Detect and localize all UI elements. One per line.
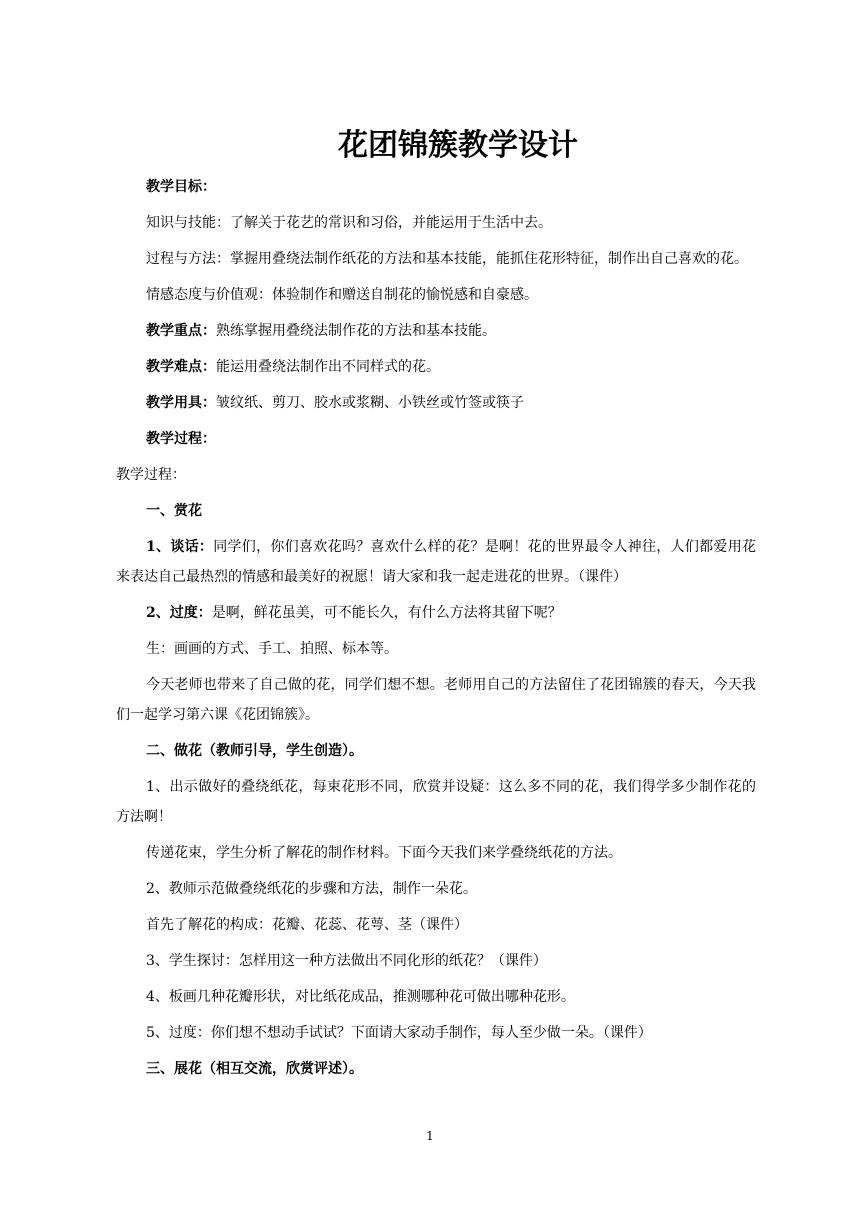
paragraph-text: 情感态度与价值观：体验制作和赠送自制花的愉悦感和自豪感。 (146, 287, 538, 303)
paragraph (116, 352, 756, 382)
paragraph (116, 910, 756, 940)
page-number: 1 (426, 1129, 434, 1143)
paragraph (116, 670, 756, 730)
paragraph-text: 传递花束，学生分析了解花的制作材料。下面今天我们来学叠绕纸花的方法。 (146, 845, 622, 861)
paragraph-text: 是啊，鲜花虽美，可不能长久，有什么方法将其留下呢？ (211, 605, 562, 621)
paragraph-text: 过程与方法：掌握用叠绕法制作纸花的方法和基本技能，能抓住花形特征，制作出自己喜欢的花。 (146, 251, 748, 267)
paragraph-text: 3、学生探讨：怎样用这一种方法做出不同化形的纸花？（课件） (146, 953, 547, 969)
paragraph (116, 634, 756, 664)
paragraph-text: 2、教师示范做叠绕纸花的步骤和方法，制作一朵花。 (146, 881, 477, 897)
paragraph (116, 316, 756, 346)
paragraph (116, 532, 756, 592)
paragraph-label: 教学过程： (146, 431, 216, 447)
paragraph (116, 946, 756, 976)
paragraph-text: 能运用叠绕法制作出不同样式的花。 (216, 359, 440, 375)
paragraph (116, 1054, 756, 1084)
paragraph (116, 1018, 756, 1048)
paragraph (116, 208, 756, 238)
paragraph (116, 460, 756, 490)
paragraph (116, 244, 756, 274)
paragraph-label: 1、谈话： (146, 539, 214, 555)
paragraph-text: 今天老师也带来了自己做的花，同学们想不想。老师用自己的方法留住了花团锦簇的春天，今天我们一起学习第六课《花团锦簇》。 (116, 677, 756, 723)
paragraph-label: 2、过度： (146, 605, 212, 621)
paragraph-text: 知识与技能：了解关于花艺的常识和习俗，并能运用于生活中去。 (146, 215, 552, 231)
document-body (116, 172, 756, 1090)
paragraph-text: 5、过度：你们想不想动手试试？下面请大家动手制作，每人至少做一朵。（课件） (146, 1025, 652, 1041)
paragraph-label: 二、做花（教师引导，学生创造）。 (146, 743, 363, 759)
paragraph (116, 424, 756, 454)
paragraph-text: 生：画画的方式、手工、拍照、标本等。 (146, 641, 398, 657)
paragraph (116, 736, 756, 766)
paragraph-text: 4、板画几种花瓣形状，对比纸花成品，推测哪种花可做出哪种花形。 (146, 989, 575, 1005)
paragraph-label: 教学目标： (146, 179, 216, 195)
paragraph (116, 388, 756, 418)
paragraph-text: 熟练掌握用叠绕法制作花的方法和基本技能。 (216, 323, 496, 339)
document-title: 花团锦簇教学设计 (338, 128, 578, 163)
paragraph-text: 1、出示做好的叠绕纸花，每束花形不同，欣赏并设疑：这么多不同的花，我们得学多少制作花的方法啊！ (116, 779, 756, 825)
paragraph (116, 280, 756, 310)
paragraph-label: 教学用具： (146, 395, 216, 411)
paragraph-label: 教学难点： (146, 359, 216, 375)
paragraph-label: 三、展花（相互交流，欣赏评述）。 (146, 1061, 363, 1077)
paragraph (116, 496, 756, 526)
paragraph (116, 772, 756, 832)
paragraph-text: 教学过程： (116, 467, 186, 483)
paragraph (116, 598, 756, 628)
paragraph (116, 982, 756, 1012)
paragraph-label: 一、赏花 (146, 503, 202, 519)
paragraph-text: 同学们，你们喜欢花吗？喜欢什么样的花？是啊！花的世界最令人神往，人们都爱用花来表达自己最热烈的情感和最美好的祝愿！请大家和我一起走进花的世界。（课件） (116, 539, 756, 585)
paragraph-text: 首先了解花的构成：花瓣、花蕊、花萼、茎（课件） (146, 917, 468, 933)
paragraph (116, 874, 756, 904)
paragraph-text: 皱纹纸、剪刀、胶水或浆糊、小铁丝或竹签或筷子 (216, 395, 524, 411)
paragraph (116, 172, 756, 202)
paragraph-label: 教学重点： (146, 323, 216, 339)
paragraph (116, 838, 756, 868)
